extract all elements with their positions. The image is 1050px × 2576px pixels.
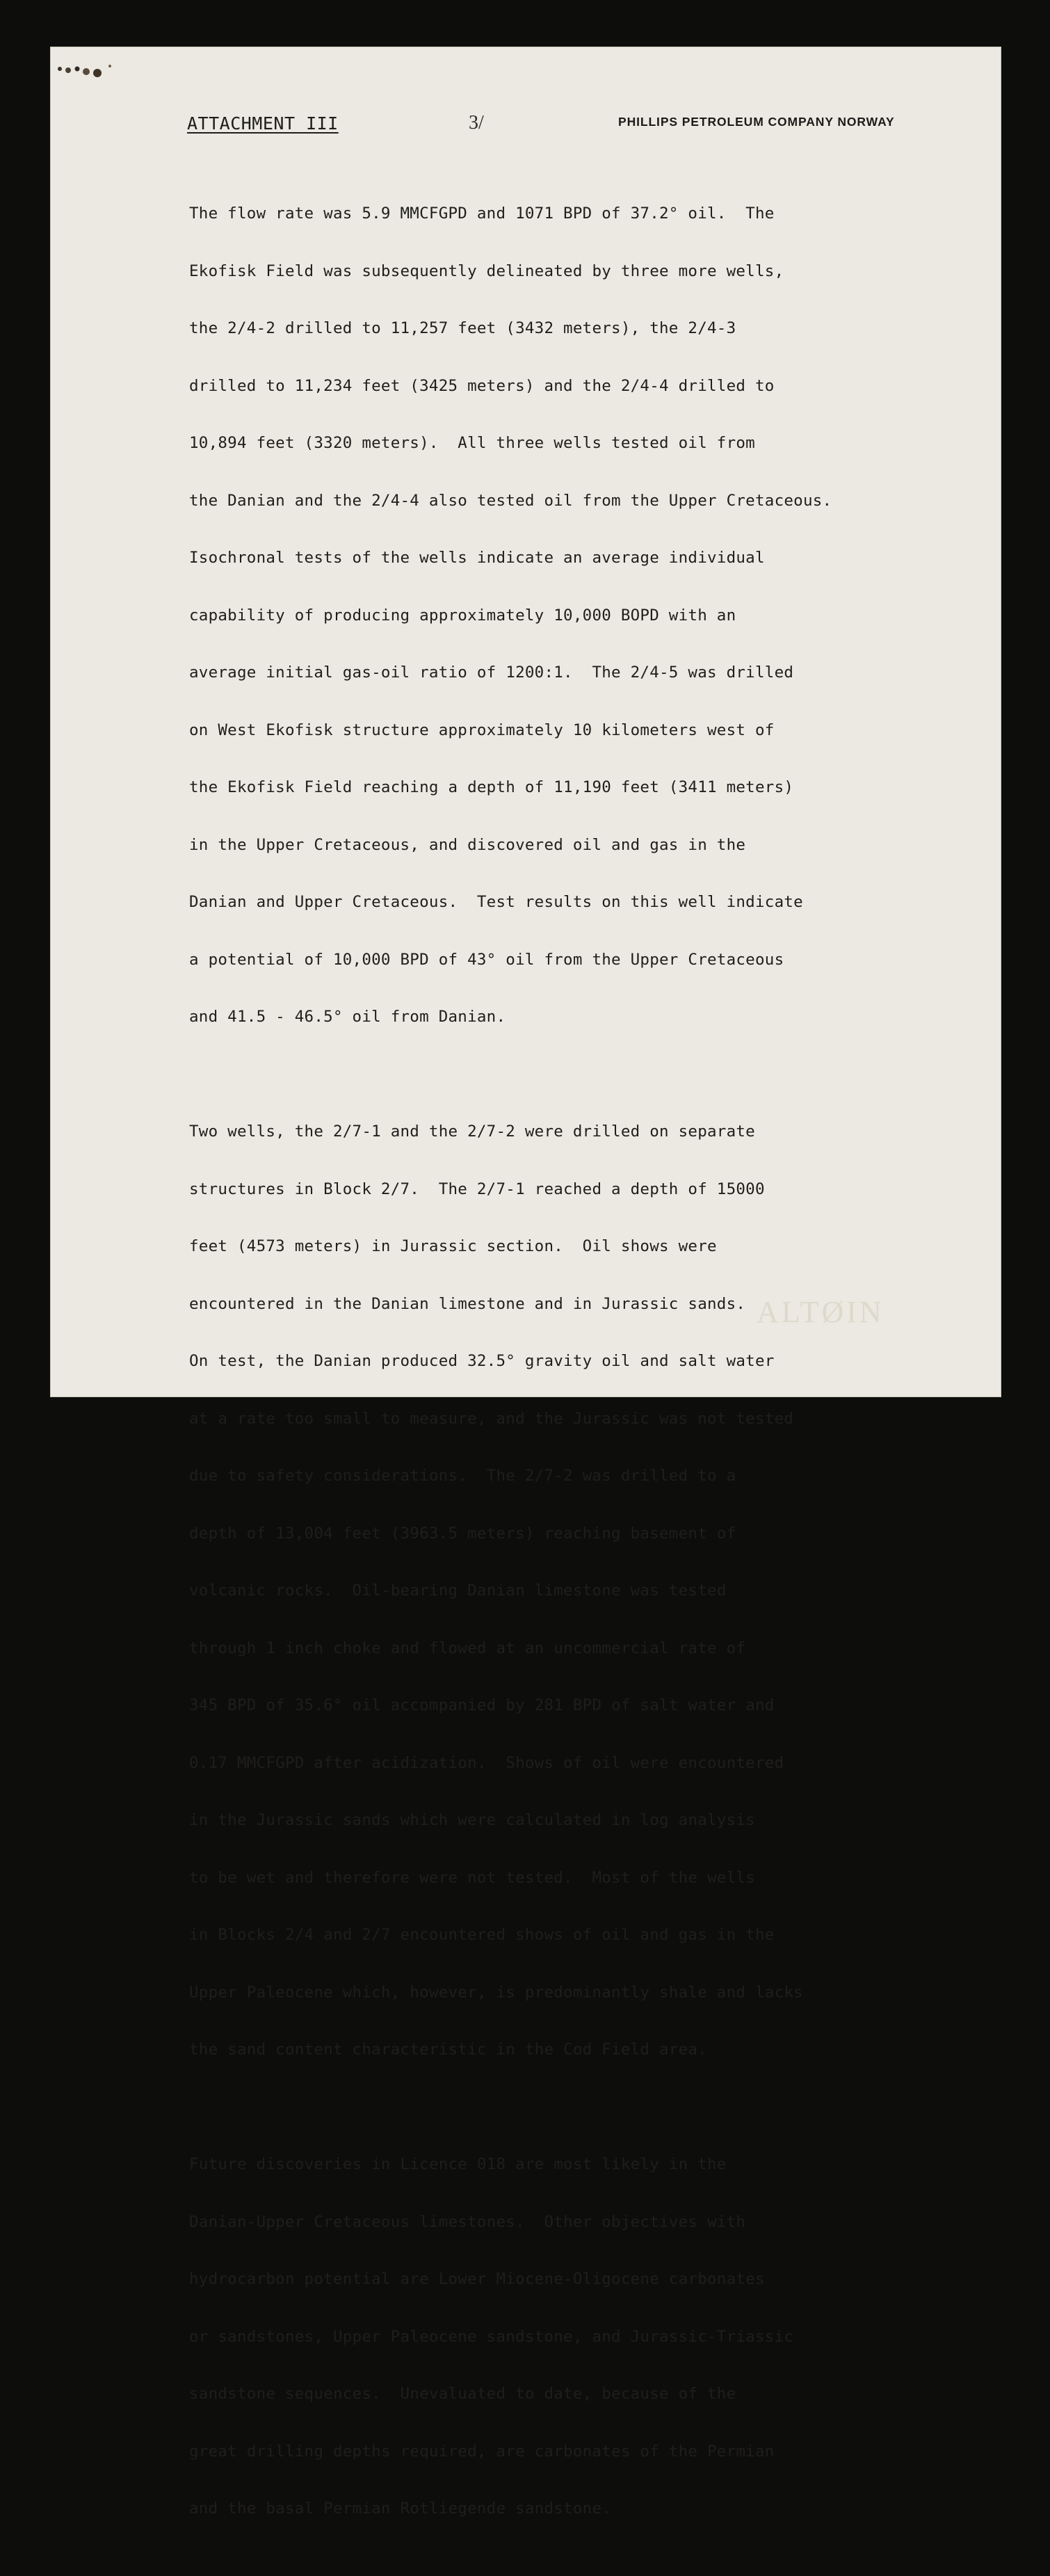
- text-line: Upper Paleocene which, however, is predominantly shale and lacks: [189, 1983, 803, 2002]
- text-line: Future discoveries in Licence 018 are most likely in the: [189, 2155, 727, 2173]
- text-line: Isochronal tests of the wells indicate an average individual: [189, 549, 765, 567]
- text-line: hydrocarbon potential are Lower Miocene-Oligocene carbonates: [189, 2270, 765, 2288]
- paper-sheet: [50, 47, 1001, 2518]
- attachment-label: ATTACHMENT III: [187, 113, 339, 134]
- text-line: on West Ekofisk structure approximately 10 kilometers west of: [189, 721, 775, 739]
- text-line: depth of 13,004 feet (3963.5 meters) reaching basement of: [189, 1524, 736, 1543]
- text-line: volcanic rocks. Oil-bearing Danian limestone was tested: [189, 1581, 727, 1600]
- text-line: to be wet and therefore were not tested. Most of the wells: [189, 1868, 755, 1887]
- text-line: and the basal Permian Rotliegende sandstone.: [189, 2499, 612, 2518]
- text-line: Ekofisk Field was subsequently delineated by three more wells,: [189, 261, 784, 280]
- text-line: the Ekofisk Field reaching a depth of 11,190 feet (3411 meters): [189, 778, 794, 796]
- ink-stain-mark: [54, 61, 124, 77]
- text-line: 10,894 feet (3320 meters). All three wells tested oil from: [189, 434, 755, 452]
- text-line: Two wells, the 2/7-1 and the 2/7-2 were drilled on separate: [189, 1122, 755, 1141]
- paragraph-1: [189, 166, 975, 1065]
- text-line: in Blocks 2/4 and 2/7 encountered shows of oil and gas in the: [189, 1926, 775, 1944]
- paragraph-2: [189, 1084, 975, 2098]
- text-line: 0.17 MMCFGPD after acidization. Shows of oil were encountered: [189, 1753, 784, 1772]
- text-line: through 1 inch choke and flowed at an uncommercial rate of: [189, 1639, 746, 1657]
- text-line: in the Jurassic sands which were calculated in log analysis: [189, 1811, 755, 1829]
- text-line: the Danian and the 2/4-4 also tested oil from the Upper Cretaceous.: [189, 491, 832, 510]
- text-line: and 41.5 - 46.5° oil from Danian.: [189, 1008, 506, 1026]
- page-number: 3/: [469, 112, 484, 134]
- text-line: Danian-Upper Cretaceous limestones. Other objectives with: [189, 2212, 746, 2231]
- text-line: On test, the Danian produced 32.5° gravity oil and salt water: [189, 1352, 775, 1370]
- text-line: due to safety considerations. The 2/7-2 was drilled to a: [189, 1467, 736, 1485]
- text-line: a potential of 10,000 BPD of 43° oil from the Upper Cretaceous: [189, 950, 784, 969]
- text-line: in the Upper Cretaceous, and discovered oil and gas in the: [189, 835, 746, 854]
- text-line: average initial gas-oil ratio of 1200:1. The 2/4-5 was drilled: [189, 663, 794, 682]
- text-line: feet (4573 meters) in Jurassic section. Oil shows were: [189, 1237, 717, 1255]
- text-line: at a rate too small to measure, and the Jurassic was not tested: [189, 1409, 794, 1428]
- company-letterhead: PHILLIPS PETROLEUM COMPANY NORWAY: [618, 115, 895, 129]
- text-line: the 2/4-2 drilled to 11,257 feet (3432 meters), the 2/4-3: [189, 319, 736, 337]
- text-line: structures in Block 2/7. The 2/7-1 reached a depth of 15000: [189, 1180, 765, 1198]
- text-line: 345 BPD of 35.6° oil accompanied by 281 BPD of salt water and: [189, 1696, 775, 1714]
- text-line: drilled to 11,234 feet (3425 meters) and the 2/4-4 drilled to: [189, 376, 775, 395]
- text-line: The flow rate was 5.9 MMCFGPD and 1071 BPD of 37.2° oil. The: [189, 204, 775, 223]
- document-body: [189, 166, 975, 2576]
- text-line: sandstone sequences. Unevaluated to date, because of the: [189, 2385, 736, 2403]
- text-line: great drilling depths required, are carbonates of the Permian: [189, 2442, 775, 2461]
- text-line: capability of producing approximately 10,000 BOPD with an: [189, 606, 736, 625]
- paragraph-3: [189, 2117, 975, 2557]
- text-line: the sand content characteristic in the Cod Field area.: [189, 2040, 707, 2059]
- page-header: [50, 113, 1001, 134]
- text-line: or sandstones, Upper Paleocene sandstone, and Jurassic-Triassic: [189, 2327, 794, 2346]
- text-line: encountered in the Danian limestone and in Jurassic sands.: [189, 1294, 746, 1313]
- text-line: Danian and Upper Cretaceous. Test results on this well indicate: [189, 893, 803, 911]
- watermark-text: ALTØIN: [757, 1295, 885, 1329]
